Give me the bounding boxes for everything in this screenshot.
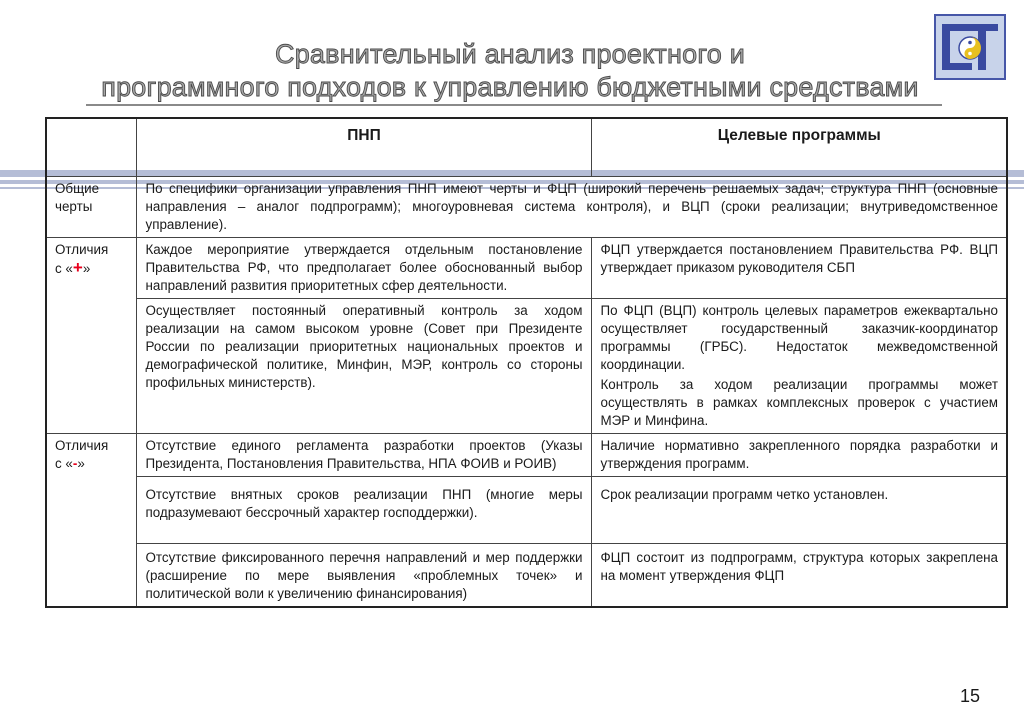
table-header-row [46,118,1007,176]
row-label-general: Общие черты [46,176,136,237]
plus-fcp-paragraph-1: По ФЦП (ВЦП) контроль целевых параметров ежеквартально осуществляет государственный заказчик-координатор программы (ГРБС). Недостаток межведомственной координации. [600,302,998,372]
minus-fcp-cell: Срок реализации программ четко установлен. [591,476,1007,543]
minus-mark: - [72,455,78,471]
row-label-plus: Отличия с «+» [46,237,136,433]
plus-fcp-cell: ФЦП утверждается постановлением Правительства РФ. ВЦП утверждает приказом руководителя СБП [591,237,1007,298]
table-row-general [46,176,1007,237]
table-row-minus-1 [46,433,1007,476]
table-row-plus-1 [46,237,1007,298]
minus-pnp-cell: Отсутствие внятных сроков реализации ПНП (многие меры подразумевают бессрочный характер господдержки). [136,476,591,543]
table-row-minus-3 [46,543,1007,607]
minus-pnp-cell: Отсутствие единого регламента разработки проектов (Указы Президента, Постановления Правительства, НПА ФОИВ и РОИВ) [136,433,591,476]
slide-title [60,38,960,104]
header-target-programs: Целевые программы [591,118,1007,176]
table-row-plus-2 [46,298,1007,433]
page-number: 15 [960,686,981,706]
header-empty-cell [46,118,136,176]
comparison-table [45,117,1008,608]
title-line-1: Сравнительный анализ проектного и [275,39,745,69]
general-features-text: По специфики организации управления ПНП имеют черты и ФЦП (широкий перечень решаемых задач; структура ПНП (основные направления – аналог подпрограмм); многоуровневая система контроля), и ВЦП (сроки реализации; внутриведомственное управление). [136,176,1007,237]
title-line-2: программного подходов к управлению бюджетными средствами [101,72,919,102]
minus-fcp-cell: Наличие нормативно закрепленного порядка разработки и утверждения программ. [591,433,1007,476]
table-row-minus-2 [46,476,1007,543]
minus-pnp-cell: Отсутствие фиксированного перечня направлений и мер поддержки (расширение по мере выявления «проблемных точек» и политической воли к увеличению финансирования) [136,543,591,607]
minus-fcp-cell: ФЦП состоит из подпрограмм, структура которых закреплена на момент утверждения ФЦП [591,543,1007,607]
plus-fcp-paragraph-2: Контроль за ходом реализации программы может осуществлять в рамках комплексных проверок с участием МЭР и Минфина. [600,376,998,428]
plus-fcp-cell [591,298,1007,433]
header-pnp: ПНП [136,118,591,176]
plus-pnp-cell: Осуществляет постоянный оперативный контроль за ходом реализации на самом высоком уровне (Совет при Президенте России по реализации приоритетных национальных проектов и демографической политике, Минфин, МЭР, контроль со стороны профильных министерств). [136,298,591,433]
plus-mark: + [72,257,83,277]
row-label-minus: Отличия с «-» [46,433,136,607]
plus-pnp-cell: Каждое мероприятие утверждается отдельным постановление Правительства РФ, что предполагает более обоснованный выбор направлений развития приоритетных сфер деятельности. [136,237,591,298]
title-underline [86,104,942,106]
